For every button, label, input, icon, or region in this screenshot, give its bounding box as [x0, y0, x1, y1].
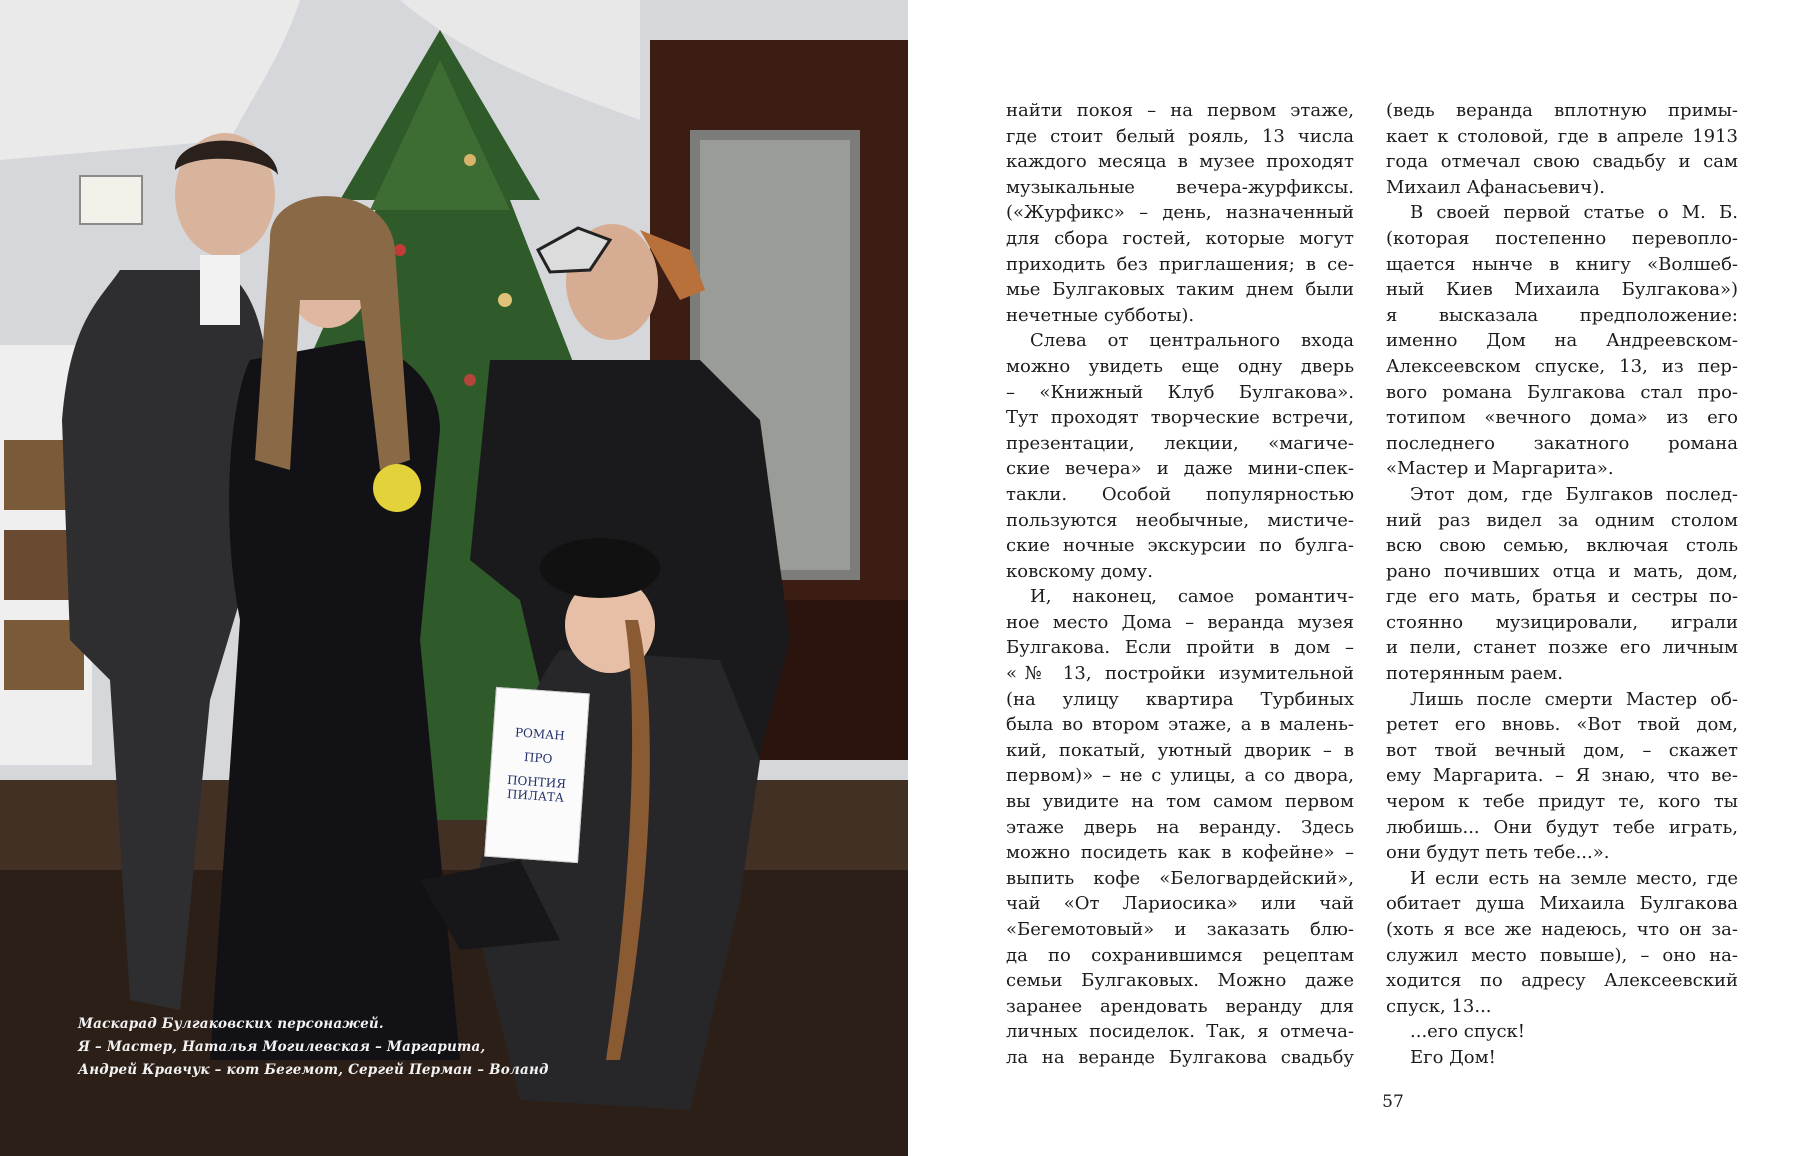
yellow-flowers — [373, 464, 421, 512]
text-line: вот твой вечный дом, – скажет — [1386, 739, 1738, 761]
person-margarita — [210, 340, 460, 1060]
book-prop-line: ПРО — [523, 750, 553, 767]
text-line: семьи Булгаковых. Можно даже — [1006, 970, 1354, 992]
text-line: такли. Особой популярностью — [1006, 483, 1354, 505]
text-line: последнего закатного романа — [1386, 432, 1738, 454]
book-prop-line: ПИЛАТА — [506, 786, 565, 805]
text-line: обитает душа Михаила Булгакова — [1386, 893, 1738, 915]
wall-picture — [80, 176, 142, 224]
masquerade-photo — [0, 0, 908, 1156]
page-number: 57 — [1382, 1092, 1404, 1112]
text-line: музыкальные вечера-журфиксы. — [1006, 176, 1354, 198]
text-line: Булгакова. Если пройти в дом – — [1006, 637, 1354, 659]
text-line: ретет его вновь. «Вот твой дом, — [1386, 714, 1738, 736]
caption-line: Андрей Кравчук – кот Бегемот, Сергей Перман – Воланд — [78, 1062, 549, 1078]
text-line: кий, покатый, уютный дворик – в — [1006, 739, 1354, 761]
text-line: ковскому дому. — [1006, 560, 1153, 582]
text-line: Слева от центрального входа — [1030, 330, 1354, 352]
book-prop-line: РОМАН — [514, 725, 566, 743]
text-line: личных посиделок. Так, я отмеча- — [1006, 1021, 1354, 1043]
text-line: этаже дверь на веранду. Здесь — [1006, 816, 1354, 838]
text-line: «№ 13, постройки изумительной — [1006, 663, 1354, 685]
text-line: ские вечера» и даже мини-спек- — [1006, 458, 1354, 480]
text-line: ный Киев Михаила Булгакова») — [1386, 279, 1738, 301]
text-line: И, наконец, самое романтич- — [1030, 586, 1354, 608]
text-line: чером к тебе придут те, кого ты — [1386, 791, 1738, 813]
text-line: ное место Дома – веранда музея — [1006, 611, 1354, 633]
text-line: Алексеевском спуске, 13, из пер- — [1386, 355, 1738, 377]
text-line: можно посидеть как в кофейне» – — [1006, 842, 1354, 864]
text-line: Этот дом, где Булгаков послед- — [1410, 483, 1738, 505]
text-line: – «Книжный Клуб Булгакова». — [1006, 381, 1354, 403]
text-line: Тут проходят творческие встречи, — [1006, 407, 1354, 429]
text-line: первом)» – не с улицы, а со двора, — [1006, 765, 1354, 787]
text-line: ний раз видел за одним столом — [1386, 509, 1738, 531]
text-line: ему Маргарита. – Я знаю, что ве- — [1386, 765, 1738, 787]
text-line: приходить без приглашения; в се- — [1006, 253, 1354, 275]
text-line: и пели, станет позже его личным — [1386, 637, 1738, 659]
text-line: («Журфикс» – день, назначенный — [1006, 202, 1354, 224]
text-line: Лишь после смерти Мастер об- — [1410, 688, 1738, 710]
text-column-right — [1386, 98, 1738, 1071]
text-line: чай «От Лариосика» или чай — [1006, 893, 1354, 915]
text-page — [908, 0, 1818, 1156]
text-line: они будут петь тебе...». — [1386, 842, 1610, 864]
text-line: «Мастер и Маргарита». — [1386, 458, 1614, 480]
text-line: (хоть я все же надеюсь, что он за- — [1386, 919, 1738, 940]
caption-line: Я – Мастер, Наталья Могилевская – Маргарита, — [78, 1039, 486, 1055]
text-line: каждого месяца в музее проходят — [1006, 151, 1354, 173]
text-line: вого романа Булгакова стал про- — [1386, 381, 1738, 403]
text-line: спуск, 13... — [1386, 995, 1492, 1017]
text-line: «Бегемотовый» и заказать блю- — [1006, 919, 1354, 940]
text-line: любишь... Они будут тебе играть, — [1386, 816, 1738, 838]
caption-line: Маскарад Булгаковских персонажей. — [78, 1016, 384, 1032]
text-line: В своей первой статье о М. Б. — [1410, 202, 1738, 224]
text-line: где стоит белый рояль, 13 числа — [1006, 125, 1354, 147]
text-line: потерянным раем. — [1386, 663, 1563, 685]
text-line: где его мать, братья и сестры по- — [1386, 586, 1738, 608]
text-line: всю свою семью, включая столь — [1386, 535, 1738, 557]
text-line: тотипом «вечного дома» из его — [1386, 407, 1738, 429]
text-line: я высказала предположение: — [1386, 304, 1738, 326]
book-prop — [484, 687, 590, 863]
text-line: года отмечал свою свадьбу и сам — [1386, 151, 1738, 173]
text-line: служил место повыше), – оно на- — [1386, 944, 1738, 966]
text-line: пользуются необычные, мистиче- — [1006, 509, 1354, 531]
text-line: ...его спуск! — [1410, 1021, 1526, 1043]
text-line: рано почивших отца и мать, дом, — [1386, 560, 1738, 582]
text-line: презентации, лекции, «магиче- — [1006, 432, 1354, 454]
text-line: мье Булгаковых таким днем были — [1006, 279, 1354, 301]
photo-page — [0, 0, 908, 1156]
text-line: И если есть на земле место, где — [1410, 867, 1738, 889]
text-line: ходится по адресу Алексеевский — [1386, 970, 1738, 992]
text-line: (ведь веранда вплотную примы- — [1386, 100, 1738, 121]
text-line: заранее арендовать веранду для — [1006, 995, 1354, 1017]
text-line: была во втором этаже, а в малень- — [1006, 714, 1354, 736]
text-line: для сбора гостей, которые могут — [1006, 227, 1354, 249]
text-line: Его Дом! — [1410, 1046, 1496, 1068]
text-line: найти покоя – на первом этаже, — [1006, 100, 1354, 121]
text-line: щается нынче в книгу «Волшеб- — [1386, 253, 1738, 275]
text-line: кает к столовой, где в апреле 1913 — [1386, 125, 1738, 147]
text-line: вы увидите на том самом первом — [1006, 791, 1354, 813]
text-line: выпить кофе «Белогвардейский», — [1006, 867, 1354, 889]
text-line: стоянно музицировали, играли — [1386, 611, 1738, 633]
text-line: ские ночные экскурсии по булга- — [1006, 535, 1354, 557]
text-line: можно увидеть еще одну дверь — [1006, 355, 1354, 377]
text-line: (на улицу квартира Турбиных — [1006, 688, 1354, 710]
book-prop-line: ПОНТИЯ — [506, 772, 567, 792]
text-line: нечетные субботы). — [1006, 304, 1195, 326]
text-column-left — [1006, 98, 1354, 1071]
text-line: именно Дом на Андреевском- — [1386, 330, 1738, 352]
text-line: ла на веранде Булгакова свадьбу — [1006, 1046, 1354, 1068]
text-line: да по сохранившимся рецептам — [1006, 944, 1354, 966]
photo-caption — [78, 1013, 598, 1082]
text-line: Михаил Афанасьевич). — [1386, 176, 1605, 198]
text-line: (которая постепенно перевопло- — [1386, 227, 1738, 249]
